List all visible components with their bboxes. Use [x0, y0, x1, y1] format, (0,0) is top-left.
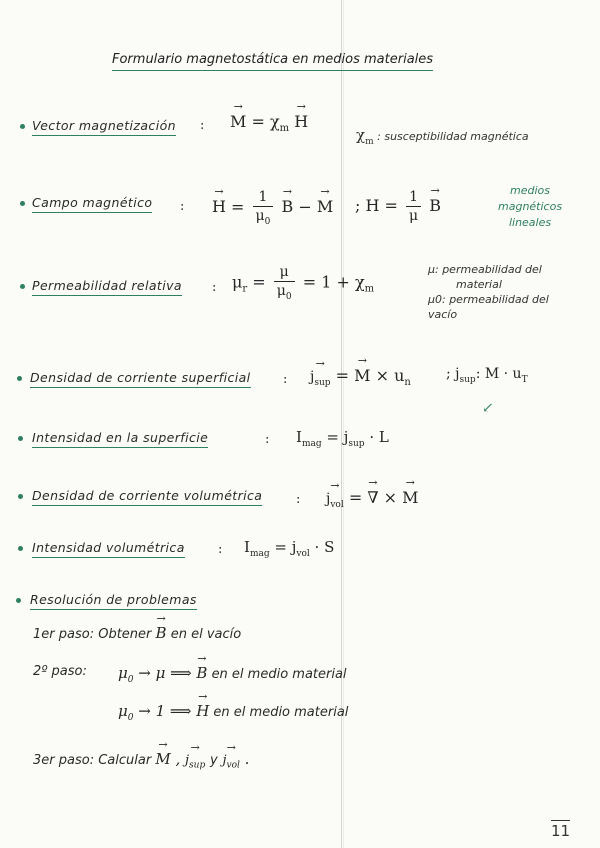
note-medios-lineales: medios magnéticos lineales [498, 184, 563, 229]
formula-jsup-cross: → $j_{sup}$ = → $M \times u_n$ [310, 366, 411, 388]
bullet-icon [18, 494, 23, 499]
section-label: Permeabilidad relativa [32, 278, 182, 296]
notebook-page: Formulario magnetostática en medios materiales Vector magnetización : → $M = \chi_m \to H$ $\chi_m$ : susceptibilidad magnética Campo magnético : → H = $\frac{1}{\mu_0}$ → B − → M ; H = $\frac{1}{\mu}$ → B ↙ medios magnéticos lineales Permeabilidad relativa : $\mu_r$ = $\frac{\mu}{\mu_0}$ = $1 + \chi_m$ μ: permeabilidad del material μ0: permeabilidad del vacío Densidad de corriente superficial : → $j_{sup}$ = → $M \times u_n$ ; $j_{sup}$: $M \cdot u_T$ Intensidad en la superficie : $I_{mag} = j_{sup} \cdot L$ Densidad de corriente volumétrica : → $j_{vol}$ = → ∇ × → M Intensidad volumétrica : $I_{mag} = j_{vol} \cdot S$ Resolución de problemas 1er paso: Obtener → B en el vacío 2º paso: $\mu_0 \to \mu$ ⟹ → B en el medio material $\mu_0 \to 1$ ⟹ → H en el medio material 3er paso: Calcular → M , → $j_{sup}$ $y \to j_{vol}$ . 11 [0, 0, 600, 848]
section-label: Densidad de corriente volumétrica [32, 488, 262, 506]
section-label: Vector magnetización [32, 118, 176, 136]
section-label: Resolución de problemas [30, 592, 197, 610]
step-1: 1er paso: Obtener → B en el vacío [33, 624, 241, 642]
section-label: Intensidad en la superficie [32, 430, 208, 448]
note-mu-definitions: μ: permeabilidad del material μ0: permeabilidad del vacío [428, 263, 549, 321]
formula-h-b-mu: ; H = $\frac{1}{\mu}$ → B [355, 189, 441, 224]
step-2-line-1-content: $\mu_0 \to \mu$ ⟹ → B en el medio material [118, 664, 347, 685]
step-2-line-2-content: $\mu_0 \to 1$ ⟹ → H en el medio material [118, 702, 348, 723]
section-label: Intensidad volumétrica [32, 540, 185, 558]
bullet-icon [20, 201, 25, 206]
formula-m-chi-h: → $M = \chi_m \to H$ [230, 112, 308, 134]
page-number: 11 [551, 822, 571, 840]
step-3: 3er paso: Calcular → M , → $j_{sup}$ $y \to j_{vol}$ . [33, 750, 249, 771]
section-label: Campo magnético [32, 195, 152, 213]
bullet-icon [20, 124, 25, 129]
note-chi: $\chi_m$ : susceptibilidad magnética [356, 126, 529, 147]
formula-jvol-curl: → $j_{vol}$ = → ∇ × → M [326, 488, 418, 510]
formula-mur: $\mu_r$ = $\frac{\mu}{\mu_0}$ = $1 + \chi_m$ [232, 264, 375, 302]
formula-imag-sup: $I_{mag} = j_{sup} \cdot L$ [296, 428, 389, 449]
bullet-icon [16, 598, 21, 603]
bullet-icon [18, 436, 23, 441]
formula-jsup-scalar: ; $j_{sup}$: $M \cdot u_T$ [446, 366, 528, 385]
bullet-icon [17, 376, 22, 381]
formula-h-b-m: → H = $\frac{1}{\mu_0}$ → B − → M [212, 189, 333, 227]
bullet-icon [20, 284, 25, 289]
bullet-icon [18, 546, 23, 551]
step-2-line-1: 2º paso: [33, 664, 87, 679]
formula-imag-vol: $I_{mag} = j_{vol} \cdot S$ [244, 538, 335, 559]
page-title: Formulario magnetostática en medios materiales [112, 52, 433, 71]
section-label: Densidad de corriente superficial [30, 370, 251, 388]
